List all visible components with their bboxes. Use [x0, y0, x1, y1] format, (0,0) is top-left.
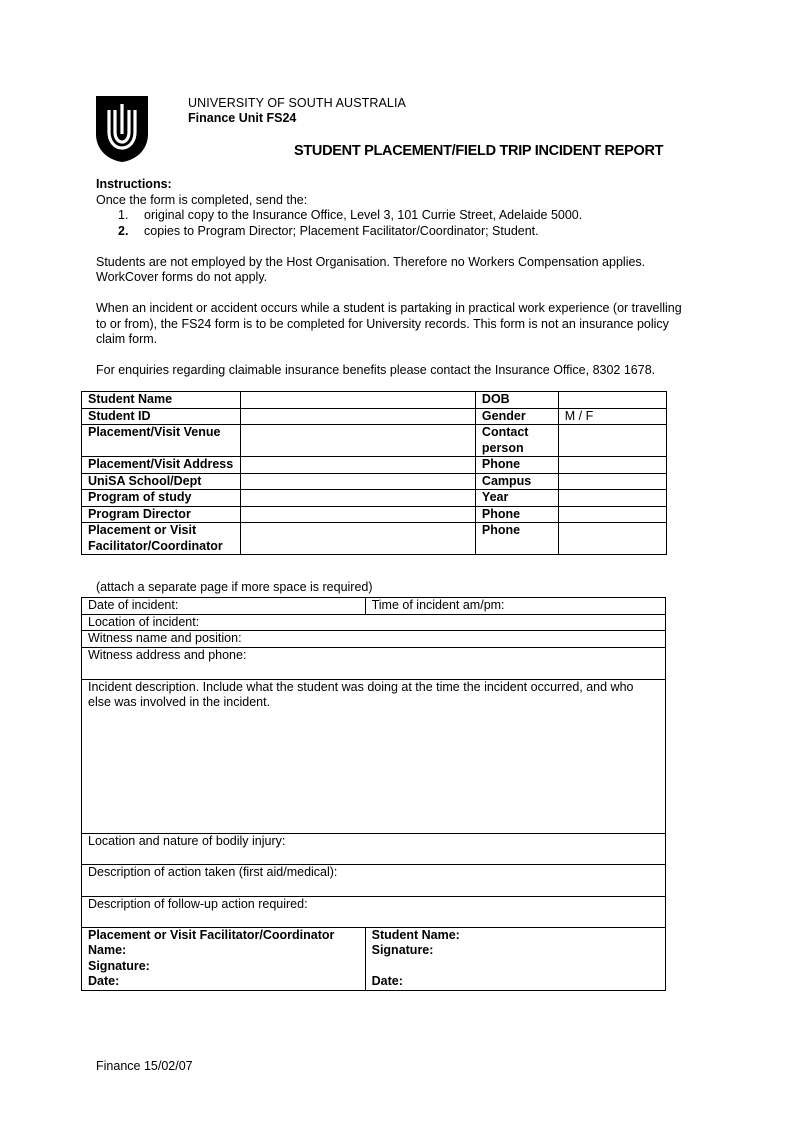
footer: Finance 15/02/07	[96, 1059, 193, 1073]
school-dept-field[interactable]	[240, 473, 475, 490]
gender-field[interactable]: M / F	[558, 408, 666, 425]
list-item: 1. original copy to the Insurance Office, Level 3, 101 Currie Street, Adelaide 5000.	[118, 208, 583, 222]
year-field[interactable]	[558, 490, 666, 507]
student-details-table	[81, 391, 667, 555]
venue-field[interactable]	[240, 425, 475, 457]
incident-description-field[interactable]: Incident description. Include what the student was doing at the time the incident occurred, and who else was involved in the incident.	[82, 679, 666, 833]
facilitator-phone-field[interactable]	[558, 523, 666, 555]
table-row: Placement or Visit Facilitator/Coordinator Phone	[82, 523, 667, 555]
unisa-logo-icon	[96, 96, 148, 162]
program-director-field[interactable]	[240, 506, 475, 523]
university-name: UNIVERSITY OF SOUTH AUSTRALIA	[188, 96, 406, 110]
table-row	[82, 864, 666, 896]
table-row: Placement/Visit Venue Contact person	[82, 425, 667, 457]
incident-policy-note: When an incident or accident occurs while a student is partaking in practical work experience (or travelling to or from), the FS24 form is to be completed for University records. This form is not an insurance policy claim form.	[96, 301, 682, 346]
table-row	[82, 614, 666, 631]
list-item: 2. copies to Program Director; Placement Facilitator/Coordinator; Student.	[118, 223, 539, 238]
campus-field[interactable]	[558, 473, 666, 490]
workers-comp-note: Students are not employed by the Host Organisation. Therefore no Workers Compensation applies. WorkCover forms do not apply.	[96, 254, 646, 284]
table-row	[82, 896, 666, 927]
finance-unit: Finance Unit FS24	[188, 111, 297, 125]
table-row: UniSA School/Dept Campus	[82, 473, 667, 490]
student-id-field[interactable]	[240, 408, 475, 425]
table-row: Student Name DOB	[82, 392, 667, 409]
incident-location-field[interactable]: Location of incident:	[82, 614, 666, 631]
incident-time-field[interactable]: Time of incident am/pm:	[365, 598, 665, 615]
table-row	[82, 631, 666, 648]
instructions-list	[96, 208, 686, 239]
facilitator-field[interactable]	[240, 523, 475, 555]
address-field[interactable]	[240, 457, 475, 474]
contact-person-field[interactable]	[558, 425, 666, 457]
table-row	[82, 679, 666, 833]
student-signature-block[interactable]: Student Name: Signature: Date:	[365, 927, 665, 990]
instructions-heading: Instructions:	[96, 177, 172, 191]
table-row: Student ID Gender M / F	[82, 408, 667, 425]
instructions-intro: Once the form is completed, send the:	[96, 192, 308, 207]
enquiries-note: For enquiries regarding claimable insurance benefits please contact the Insurance Office, 8302 1678.	[96, 363, 656, 377]
bodily-injury-field[interactable]: Location and nature of bodily injury:	[82, 833, 666, 864]
attach-page-note: (attach a separate page if more space is required)	[96, 580, 373, 594]
director-phone-field[interactable]	[558, 506, 666, 523]
page-title: STUDENT PLACEMENT/FIELD TRIP INCIDENT REPORT	[294, 143, 664, 159]
instructions	[96, 177, 686, 379]
incident-date-field[interactable]: Date of incident:	[82, 598, 366, 615]
venue-phone-field[interactable]	[558, 457, 666, 474]
incident-table	[81, 597, 666, 991]
witness-address-field[interactable]: Witness address and phone:	[82, 647, 666, 679]
action-taken-field[interactable]: Description of action taken (first aid/medical):	[82, 864, 666, 896]
table-row: Program of study Year	[82, 490, 667, 507]
table-row: Placement/Visit Address Phone	[82, 457, 667, 474]
table-row	[82, 647, 666, 679]
witness-name-field[interactable]: Witness name and position:	[82, 631, 666, 648]
dob-field[interactable]	[558, 392, 666, 409]
table-row	[82, 598, 666, 615]
follow-up-field[interactable]: Description of follow-up action required:	[82, 896, 666, 927]
student-name-field[interactable]	[240, 392, 475, 409]
facilitator-signature-block[interactable]: Placement or Visit Facilitator/Coordinator Name: Signature: Date:	[82, 927, 366, 990]
table-row: Program Director Phone	[82, 506, 667, 523]
table-row	[82, 833, 666, 864]
table-row	[82, 927, 666, 990]
program-field[interactable]	[240, 490, 475, 507]
